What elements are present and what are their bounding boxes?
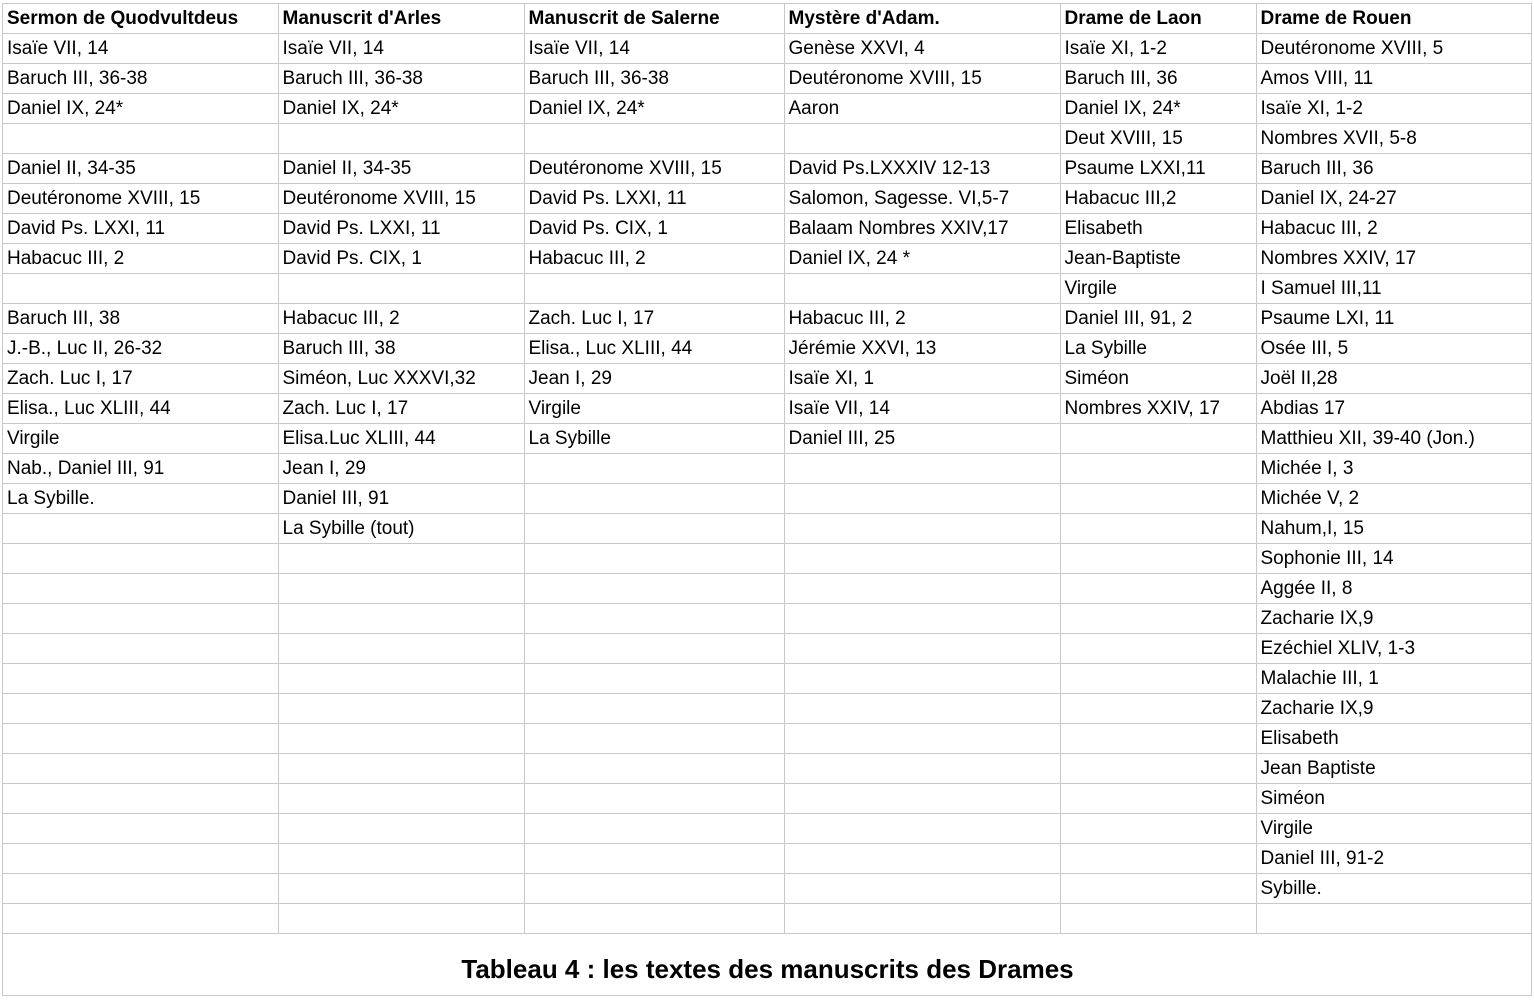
- table-cell[interactable]: [524, 784, 784, 814]
- table-cell[interactable]: Psaume LXXI,11: [1060, 154, 1256, 184]
- table-row: [3, 244, 1532, 274]
- table-row: [3, 634, 1532, 664]
- table-cell[interactable]: Baruch III, 36: [1256, 154, 1532, 184]
- table-cell[interactable]: [3, 814, 278, 844]
- table-cell[interactable]: [3, 574, 278, 604]
- table-cell[interactable]: Michée V, 2: [1256, 484, 1532, 514]
- column-header[interactable]: Drame de Laon: [1060, 4, 1256, 34]
- table-cell[interactable]: Daniel IX, 24*: [278, 94, 524, 124]
- table-cell[interactable]: Baruch III, 38: [3, 304, 278, 334]
- table-row: [3, 274, 1532, 304]
- table-cell[interactable]: Nombres XXIV, 17: [1060, 394, 1256, 424]
- table-row: [3, 514, 1532, 544]
- column-header[interactable]: Drame de Rouen: [1256, 4, 1532, 34]
- table-cell[interactable]: Amos VIII, 11: [1256, 64, 1532, 94]
- table-cell[interactable]: David Ps.LXXXIV 12-13: [784, 154, 1060, 184]
- table-cell[interactable]: Isaïe VII, 14: [524, 34, 784, 64]
- table-cell[interactable]: Matthieu XII, 39-40 (Jon.): [1256, 424, 1532, 454]
- table-cell[interactable]: [278, 694, 524, 724]
- table-cell[interactable]: [784, 274, 1060, 304]
- table-cell[interactable]: [784, 124, 1060, 154]
- table-cell[interactable]: [278, 274, 524, 304]
- table-row: [3, 694, 1532, 724]
- table-cell[interactable]: Daniel IX, 24*: [3, 94, 278, 124]
- table-cell[interactable]: [1060, 874, 1256, 904]
- table-cell[interactable]: [3, 844, 278, 874]
- table-row: [3, 814, 1532, 844]
- table-cell[interactable]: [3, 694, 278, 724]
- table-cell[interactable]: Siméon: [1256, 784, 1532, 814]
- table-cell[interactable]: [524, 874, 784, 904]
- table-cell[interactable]: Habacuc III, 2: [1256, 214, 1532, 244]
- table-cell[interactable]: [524, 904, 784, 934]
- table-cell[interactable]: Salomon, Sagesse. VI,5-7: [784, 184, 1060, 214]
- table-cell[interactable]: [784, 844, 1060, 874]
- table-cell[interactable]: Ezéchiel XLIV, 1-3: [1256, 634, 1532, 664]
- table-cell[interactable]: [784, 784, 1060, 814]
- table-cell[interactable]: [1060, 754, 1256, 784]
- column-header[interactable]: Sermon de Quodvultdeus: [3, 4, 278, 34]
- table-cell[interactable]: [524, 574, 784, 604]
- table-row: [3, 304, 1532, 334]
- table-cell[interactable]: [784, 694, 1060, 724]
- table-cell[interactable]: David Ps. LXXI, 11: [278, 214, 524, 244]
- table-cell[interactable]: [1060, 604, 1256, 634]
- table-cell[interactable]: La Sybille: [524, 424, 784, 454]
- table-cell[interactable]: Daniel III, 91-2: [1256, 844, 1532, 874]
- drames-table: [3, 4, 1532, 934]
- table-cell[interactable]: Sybille.: [1256, 874, 1532, 904]
- table-cell[interactable]: [524, 484, 784, 514]
- table-cell[interactable]: [1060, 514, 1256, 544]
- table-cell[interactable]: Aggée II, 8: [1256, 574, 1532, 604]
- table-cell[interactable]: Zach. Luc I, 17: [278, 394, 524, 424]
- table-row: [3, 184, 1532, 214]
- table-cell[interactable]: Balaam Nombres XXIV,17: [784, 214, 1060, 244]
- table-cell[interactable]: [1060, 694, 1256, 724]
- table-cell[interactable]: [1060, 454, 1256, 484]
- table-cell[interactable]: Elisabeth: [1256, 724, 1532, 754]
- table-cell[interactable]: Deutéronome XVIII, 15: [3, 184, 278, 214]
- table-cell[interactable]: Elisabeth: [1060, 214, 1256, 244]
- table-cell[interactable]: Baruch III, 36-38: [278, 64, 524, 94]
- table-cell[interactable]: David Ps. CIX, 1: [278, 244, 524, 274]
- table-cell[interactable]: I Samuel III,11: [1256, 274, 1532, 304]
- table-cell[interactable]: [278, 604, 524, 634]
- table-cell[interactable]: Elisa.Luc XLIII, 44: [278, 424, 524, 454]
- table-cell[interactable]: [1060, 784, 1256, 814]
- table-cell[interactable]: [524, 754, 784, 784]
- table-row: [3, 574, 1532, 604]
- table-cell[interactable]: [3, 124, 278, 154]
- table-cell[interactable]: Deutéronome XVIII, 15: [278, 184, 524, 214]
- table-cell[interactable]: [1060, 814, 1256, 844]
- column-header[interactable]: Manuscrit d'Arles: [278, 4, 524, 34]
- table-row: [3, 394, 1532, 424]
- table-row: [3, 364, 1532, 394]
- table-row: [3, 724, 1532, 754]
- table-cell[interactable]: Nombres XXIV, 17: [1256, 244, 1532, 274]
- table-cell[interactable]: La Sybille.: [3, 484, 278, 514]
- table-cell[interactable]: Nahum,I, 15: [1256, 514, 1532, 544]
- table-caption: Tableau 4 : les textes des manuscrits des Drames: [461, 954, 1074, 984]
- table-cell[interactable]: Habacuc III, 2: [524, 244, 784, 274]
- table-cell[interactable]: Isaïe VII, 14: [278, 34, 524, 64]
- table-cell[interactable]: Daniel IX, 24 *: [784, 244, 1060, 274]
- table-cell[interactable]: Baruch III, 38: [278, 334, 524, 364]
- table-cell[interactable]: [1060, 844, 1256, 874]
- table-cell[interactable]: Daniel IX, 24-27: [1256, 184, 1532, 214]
- table-cell[interactable]: [1060, 424, 1256, 454]
- table-cell[interactable]: Zacharie IX,9: [1256, 694, 1532, 724]
- table-cell[interactable]: [278, 574, 524, 604]
- table-cell[interactable]: [524, 664, 784, 694]
- table-row: [3, 604, 1532, 634]
- table-cell[interactable]: Virgile: [3, 424, 278, 454]
- table-cell[interactable]: [3, 664, 278, 694]
- table-cell[interactable]: [1060, 634, 1256, 664]
- table-cell[interactable]: Nombres XVII, 5-8: [1256, 124, 1532, 154]
- table-cell[interactable]: Genèse XXVI, 4: [784, 34, 1060, 64]
- table-cell[interactable]: Jean-Baptiste: [1060, 244, 1256, 274]
- table-cell[interactable]: Isaïe VII, 14: [784, 394, 1060, 424]
- table-row: [3, 664, 1532, 694]
- table-cell[interactable]: La Sybille: [1060, 334, 1256, 364]
- table-cell[interactable]: Jean I, 29: [278, 454, 524, 484]
- table-cell[interactable]: Deut XVIII, 15: [1060, 124, 1256, 154]
- table-row: [3, 334, 1532, 364]
- table-cell[interactable]: Joël II,28: [1256, 364, 1532, 394]
- table-cell[interactable]: Daniel II, 34-35: [278, 154, 524, 184]
- table-cell[interactable]: Isaïe XI, 1-2: [1256, 94, 1532, 124]
- table-cell[interactable]: [784, 814, 1060, 844]
- column-header[interactable]: Manuscrit de Salerne: [524, 4, 784, 34]
- table-cell[interactable]: [3, 724, 278, 754]
- table-cell[interactable]: Baruch III, 36: [1060, 64, 1256, 94]
- table-cell[interactable]: [278, 784, 524, 814]
- table-cell[interactable]: [3, 604, 278, 634]
- table-cell[interactable]: Daniel II, 34-35: [3, 154, 278, 184]
- table-cell[interactable]: [278, 544, 524, 574]
- table-cell[interactable]: [524, 544, 784, 574]
- table-cell[interactable]: Deutéronome XVIII, 5: [1256, 34, 1532, 64]
- table-cell[interactable]: [524, 814, 784, 844]
- table-cell[interactable]: Aaron: [784, 94, 1060, 124]
- table-cell[interactable]: Psaume LXI, 11: [1256, 304, 1532, 334]
- table-cell[interactable]: Siméon, Luc XXXVI,32: [278, 364, 524, 394]
- table-row: [3, 64, 1532, 94]
- table-row: [3, 94, 1532, 124]
- table-cell[interactable]: [784, 874, 1060, 904]
- table-cell[interactable]: Habacuc III, 2: [3, 244, 278, 274]
- table-row: [3, 454, 1532, 484]
- table-row: [3, 424, 1532, 454]
- table-cell[interactable]: [1060, 664, 1256, 694]
- table-cell[interactable]: [3, 634, 278, 664]
- table-cell[interactable]: Michée I, 3: [1256, 454, 1532, 484]
- table-cell[interactable]: [3, 874, 278, 904]
- table-cell[interactable]: David Ps. LXXI, 11: [3, 214, 278, 244]
- table-cell[interactable]: [1060, 484, 1256, 514]
- table-cell[interactable]: Habacuc III, 2: [278, 304, 524, 334]
- table-cell[interactable]: [524, 724, 784, 754]
- table-cell[interactable]: [784, 664, 1060, 694]
- table-cell[interactable]: Deutéronome XVIII, 15: [784, 64, 1060, 94]
- table-cell[interactable]: [1060, 574, 1256, 604]
- table-cell[interactable]: [278, 754, 524, 784]
- table-cell[interactable]: [524, 694, 784, 724]
- table-cell[interactable]: Nab., Daniel III, 91: [3, 454, 278, 484]
- table-cell[interactable]: [278, 634, 524, 664]
- table-cell[interactable]: [1060, 724, 1256, 754]
- table-cell[interactable]: Osée III, 5: [1256, 334, 1532, 364]
- table-cell[interactable]: [278, 124, 524, 154]
- table-cell[interactable]: Daniel III, 25: [784, 424, 1060, 454]
- table-cell[interactable]: [784, 904, 1060, 934]
- table-cell[interactable]: [278, 904, 524, 934]
- table-cell[interactable]: [1060, 904, 1256, 934]
- table-cell[interactable]: [784, 634, 1060, 664]
- table-cell[interactable]: Zacharie IX,9: [1256, 604, 1532, 634]
- table-cell[interactable]: Sophonie III, 14: [1256, 544, 1532, 574]
- table-cell[interactable]: [524, 844, 784, 874]
- table-cell[interactable]: Zach. Luc I, 17: [3, 364, 278, 394]
- table-cell[interactable]: [784, 724, 1060, 754]
- table-cell[interactable]: J.-B., Luc II, 26-32: [3, 334, 278, 364]
- table-cell[interactable]: [784, 604, 1060, 634]
- table-cell[interactable]: Baruch III, 36-38: [524, 64, 784, 94]
- header-row: [3, 4, 1532, 34]
- table-cell[interactable]: Elisa., Luc XLIII, 44: [524, 334, 784, 364]
- table-cell[interactable]: [278, 844, 524, 874]
- spreadsheet-sheet: [2, 3, 1532, 996]
- table-cell[interactable]: Malachie III, 1: [1256, 664, 1532, 694]
- table-cell[interactable]: David Ps. LXXI, 11: [524, 184, 784, 214]
- table-cell[interactable]: [278, 874, 524, 904]
- table-cell[interactable]: [524, 274, 784, 304]
- table-cell[interactable]: Daniel IX, 24*: [524, 94, 784, 124]
- table-cell[interactable]: Daniel IX, 24*: [1060, 94, 1256, 124]
- table-row: [3, 544, 1532, 574]
- table-row: [3, 844, 1532, 874]
- table-cell[interactable]: [3, 904, 278, 934]
- table-cell[interactable]: [784, 454, 1060, 484]
- table-cell[interactable]: [784, 574, 1060, 604]
- table-row: [3, 124, 1532, 154]
- table-row: [3, 754, 1532, 784]
- table-cell[interactable]: [784, 514, 1060, 544]
- table-cell[interactable]: Isaïe VII, 14: [3, 34, 278, 64]
- table-row: [3, 784, 1532, 814]
- table-cell[interactable]: Virgile: [1256, 814, 1532, 844]
- table-cell[interactable]: [524, 124, 784, 154]
- table-cell[interactable]: [524, 604, 784, 634]
- table-cell[interactable]: Isaïe XI, 1-2: [1060, 34, 1256, 64]
- table-cell[interactable]: Daniel III, 91: [278, 484, 524, 514]
- table-cell[interactable]: Jean Baptiste: [1256, 754, 1532, 784]
- column-header[interactable]: Mystère d'Adam.: [784, 4, 1060, 34]
- table-cell[interactable]: [3, 784, 278, 814]
- table-cell[interactable]: Baruch III, 36-38: [3, 64, 278, 94]
- table-cell[interactable]: [524, 514, 784, 544]
- table-cell[interactable]: [784, 754, 1060, 784]
- table-cell[interactable]: Habacuc III,2: [1060, 184, 1256, 214]
- table-cell[interactable]: Deutéronome XVIII, 15: [524, 154, 784, 184]
- table-cell[interactable]: Siméon: [1060, 364, 1256, 394]
- table-cell[interactable]: Virgile: [1060, 274, 1256, 304]
- table-cell[interactable]: Jérémie XXVI, 13: [784, 334, 1060, 364]
- table-body: [3, 34, 1532, 934]
- table-cell[interactable]: Elisa., Luc XLIII, 44: [3, 394, 278, 424]
- table-cell[interactable]: Abdias 17: [1256, 394, 1532, 424]
- table-cell[interactable]: [278, 724, 524, 754]
- table-cell[interactable]: [1256, 904, 1532, 934]
- table-cell[interactable]: Habacuc III, 2: [784, 304, 1060, 334]
- table-cell[interactable]: [278, 814, 524, 844]
- table-row: [3, 904, 1532, 934]
- table-cell[interactable]: [3, 544, 278, 574]
- table-cell[interactable]: [3, 274, 278, 304]
- table-row: [3, 214, 1532, 244]
- table-row: [3, 874, 1532, 904]
- table-cell[interactable]: La Sybille (tout): [278, 514, 524, 544]
- table-cell[interactable]: David Ps. CIX, 1: [524, 214, 784, 244]
- table-cell[interactable]: [3, 514, 278, 544]
- table-cell[interactable]: [784, 484, 1060, 514]
- table-row: [3, 484, 1532, 514]
- table-cell[interactable]: Virgile: [524, 394, 784, 424]
- table-cell[interactable]: [278, 664, 524, 694]
- table-cell[interactable]: [1060, 544, 1256, 574]
- table-cell[interactable]: [784, 544, 1060, 574]
- table-cell[interactable]: Daniel III, 91, 2: [1060, 304, 1256, 334]
- table-cell[interactable]: Zach. Luc I, 17: [524, 304, 784, 334]
- table-cell[interactable]: Jean I, 29: [524, 364, 784, 394]
- table-row: [3, 34, 1532, 64]
- table-cell[interactable]: [524, 634, 784, 664]
- table-row: [3, 154, 1532, 184]
- table-cell[interactable]: [3, 754, 278, 784]
- table-cell[interactable]: [524, 454, 784, 484]
- table-cell[interactable]: Isaïe XI, 1: [784, 364, 1060, 394]
